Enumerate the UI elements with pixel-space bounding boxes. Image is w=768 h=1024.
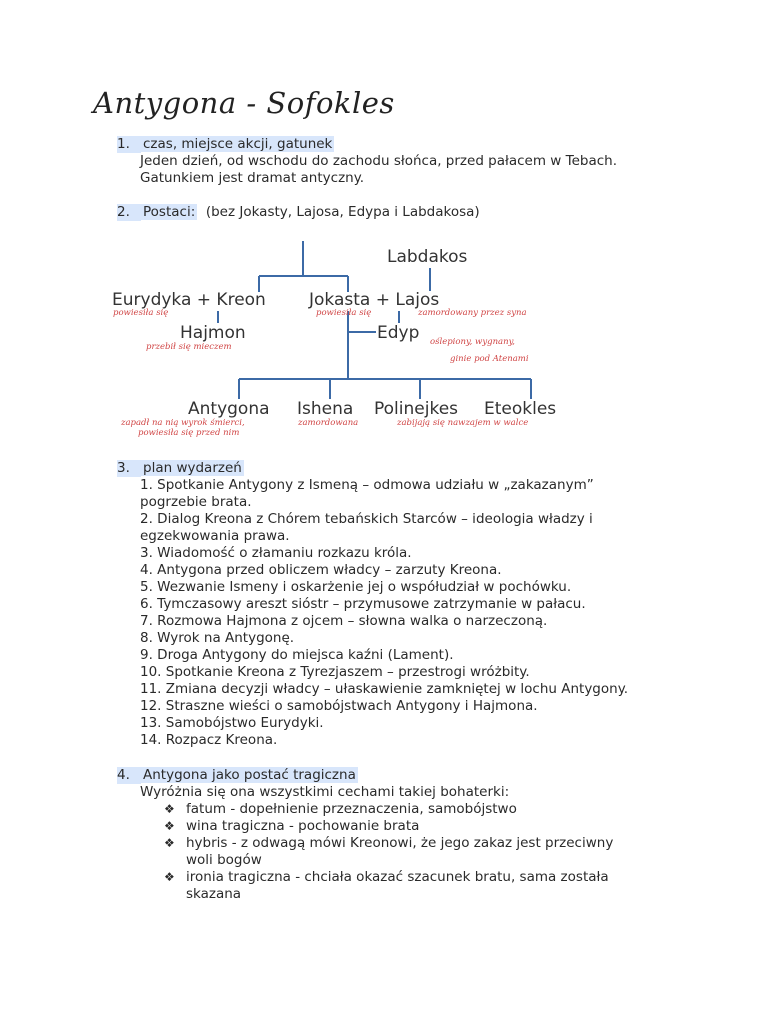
events-list	[140, 477, 628, 749]
list-item: 13. Samobójstwo Eurydyki.	[140, 715, 324, 731]
note-antygona-1: zapadł na nią wyrok śmierci,	[121, 418, 245, 428]
note-edyp-1: oślepiony, wygnany,	[430, 337, 515, 347]
note-hajmon: przebił się mieczem	[146, 342, 232, 352]
list-item: 12. Straszne wieści o samobójstwach Antygony i Hajmona.	[140, 698, 538, 714]
list-item: 4. Antygona przed obliczem władcy – zarzuty Kreona.	[140, 562, 502, 578]
section-number: 3.	[117, 460, 141, 477]
traits-list	[164, 801, 613, 903]
diamond-cluster-icon: ❖	[164, 870, 175, 884]
section-4-heading	[117, 767, 358, 784]
note-antygona-2: powiesiła się przed nim	[138, 428, 240, 438]
bullet-text: skazana	[186, 886, 242, 902]
tree-node-labdakos: Labdakos	[387, 247, 468, 267]
list-item: 9. Droga Antygony do miejsca kaźni (Lament).	[140, 647, 454, 663]
tree-node-polinejkes: Polinejkes	[374, 399, 459, 419]
note-ismena: zamordowana	[298, 418, 359, 428]
diamond-cluster-icon: ❖	[164, 819, 175, 833]
tree-node-ismena: Ishena	[297, 399, 354, 419]
bullet-text: ironia tragiczna - chciała okazać szacunek bratu, sama została	[186, 869, 609, 885]
section-number: 4.	[117, 767, 141, 784]
list-item: 1. Spotkanie Antygony z Ismeną – odmowa udziału w „zakazanym”	[140, 477, 594, 493]
list-item: 5. Wezwanie Ismeny i oskarżenie jej o współudział w pochówku.	[140, 579, 572, 595]
page-title: Antygona - Sofokles	[93, 86, 395, 120]
list-item: 10. Spotkanie Kreona z Tyrezjaszem – przestrogi wróżbity.	[140, 664, 530, 680]
list-item: 8. Wyrok na Antygonę.	[140, 630, 295, 646]
section-3-heading	[117, 460, 244, 477]
text-line: Jeden dzień, od wschodu do zachodu słońca, przed pałacem w Tebach.	[140, 153, 618, 169]
list-item: 14. Rozpacz Kreona.	[140, 732, 278, 748]
bullet-item	[164, 835, 613, 869]
tree-node-antygona: Antygona	[188, 399, 270, 419]
tree-node-edyp: Edyp	[377, 323, 420, 343]
tree-node-eurydyka-kreon: Eurydyka + Kreon	[112, 290, 266, 310]
list-item: pogrzebie brata.	[140, 494, 252, 510]
note-jokasta: powiesiła się	[316, 308, 372, 318]
bullet-item	[164, 818, 613, 835]
section-heading: plan wydarzeń	[143, 460, 242, 476]
tree-node-eteokles: Eteokles	[484, 399, 557, 419]
note-eurydyka: powiesiła się	[113, 308, 169, 318]
section-number: 1.	[117, 136, 141, 153]
bullet-text: woli bogów	[186, 852, 262, 868]
note-brothers: zabijają się nawzajem w walce	[397, 418, 529, 428]
list-item: egzekwowania prawa.	[140, 528, 290, 544]
section-heading: Postaci:	[143, 204, 196, 220]
text-line: Wyróżnia się ona wszystkimi cechami takiej bohaterki:	[140, 784, 510, 800]
tree-node-jokasta-lajos: Jokasta + Lajos	[309, 290, 440, 310]
bullet-text: hybris - z odwagą mówi Kreonowi, że jego zakaz jest przeciwny	[186, 835, 614, 851]
diamond-cluster-icon: ❖	[164, 802, 175, 816]
bullet-text: fatum - dopełnienie przeznaczenia, samobójstwo	[186, 801, 517, 817]
section-number: 2.	[117, 204, 141, 221]
section-4-intro	[140, 784, 509, 801]
list-item: 6. Tymczasowy areszt sióstr – przymusowe zatrzymanie w pałacu.	[140, 596, 586, 612]
note-lajos: zamordowany przez syna	[418, 308, 527, 318]
bullet-item	[164, 801, 613, 818]
note-edyp-2: ginie pod Atenami	[450, 354, 529, 364]
bullet-item	[164, 869, 613, 903]
list-item: 3. Wiadomość o złamaniu rozkazu króla.	[140, 545, 412, 561]
section-heading: Antygona jako postać tragiczna	[143, 767, 356, 783]
bullet-text: wina tragiczna - pochowanie brata	[186, 818, 420, 834]
list-item: 2. Dialog Kreona z Chórem tebańskich Starców – ideologia władzy i	[140, 511, 593, 527]
section-heading: czas, miejsce akcji, gatunek	[143, 136, 333, 152]
text-line: Gatunkiem jest dramat antyczny.	[140, 170, 365, 186]
tree-node-hajmon: Hajmon	[180, 323, 246, 343]
section-note: (bez Jokasty, Lajosa, Edypa i Labdakosa)	[205, 204, 480, 220]
list-item: 11. Zmiana decyzji władcy – ułaskawienie zamkniętej w lochu Antygony.	[140, 681, 629, 697]
list-item: 7. Rozmowa Hajmona z ojcem – słowna walka o narzeczoną.	[140, 613, 548, 629]
diamond-cluster-icon: ❖	[164, 836, 175, 850]
